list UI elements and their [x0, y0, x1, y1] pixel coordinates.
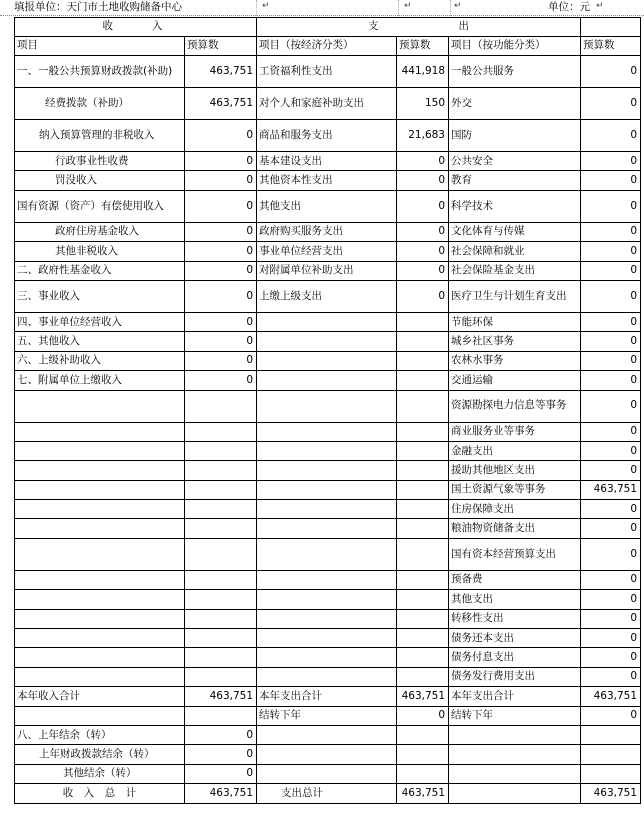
- section-header-row: [15, 18, 641, 37]
- budget-amount-cell: 0: [581, 88, 641, 120]
- section-expense-right: 出: [458, 20, 469, 33]
- item-cell: 其他支出: [257, 190, 397, 222]
- budget-amount-cell: [397, 461, 449, 480]
- item-cell: [15, 390, 185, 422]
- item-cell: [257, 371, 397, 390]
- budget-amount-cell: [185, 519, 257, 538]
- budget-amount-cell: [185, 538, 257, 570]
- budget-amount-cell: [581, 725, 641, 744]
- budget-amount-cell: [397, 648, 449, 667]
- item-cell: 债务发行费用支出: [449, 667, 581, 686]
- budget-amount-cell: 0: [185, 222, 257, 241]
- budget-amount-cell: 463,751: [397, 784, 449, 803]
- budget-amount-cell: 0: [581, 371, 641, 390]
- budget-amount-cell: 0: [185, 371, 257, 390]
- budget-amount-cell: [397, 351, 449, 370]
- budget-amount-cell: 0: [397, 242, 449, 261]
- item-cell: 六、上级补助收入: [15, 351, 185, 370]
- item-cell: 上缴上级支出: [257, 280, 397, 312]
- item-cell: 行政事业性收费: [15, 152, 185, 171]
- item-cell: [15, 590, 185, 609]
- budget-amount-cell: 0: [581, 609, 641, 628]
- column-header: 预算数: [581, 37, 641, 56]
- budget-amount-cell: [397, 725, 449, 744]
- section-empty-cell: [581, 18, 641, 37]
- item-cell: 其他结余（转）: [15, 764, 185, 783]
- item-cell: 商业服务业等事务: [449, 422, 581, 441]
- item-cell: [257, 609, 397, 628]
- item-cell: 金融支出: [449, 441, 581, 460]
- item-cell: 国土资源气象等事务: [449, 480, 581, 499]
- column-header: 项目（按功能分类）: [449, 37, 581, 56]
- item-cell: 债务付息支出: [449, 648, 581, 667]
- budget-amount-cell: [397, 590, 449, 609]
- item-cell: [15, 609, 185, 628]
- item-cell: 上年财政拨款结余（转）: [15, 745, 185, 764]
- budget-amount-cell: 150: [397, 88, 449, 120]
- budget-amount-cell: 0: [185, 190, 257, 222]
- item-cell: 一般公共服务: [449, 56, 581, 88]
- budget-amount-cell: 21,683: [397, 120, 449, 152]
- budget-amount-cell: 0: [581, 667, 641, 686]
- table-row: [15, 609, 641, 628]
- budget-amount-cell: 0: [185, 152, 257, 171]
- budget-amount-cell: 0: [581, 590, 641, 609]
- column-header: 项目: [15, 37, 185, 56]
- table-row: [15, 538, 641, 570]
- budget-amount-cell: 0: [581, 538, 641, 570]
- currency-unit: 单位：元: [548, 1, 590, 13]
- section-expense-left: 支: [368, 20, 379, 33]
- budget-amount-cell: [397, 390, 449, 422]
- table-row: [15, 351, 641, 370]
- table-row: [15, 764, 641, 783]
- budget-amount-cell: 0: [185, 745, 257, 764]
- budget-amount-cell: [185, 667, 257, 686]
- item-cell: [15, 500, 185, 519]
- table-row: [15, 390, 641, 422]
- budget-amount-cell: [397, 332, 449, 351]
- table-row: [15, 519, 641, 538]
- item-cell: 罚没收入: [15, 171, 185, 190]
- budget-amount-cell: 0: [185, 280, 257, 312]
- budget-amount-cell: [581, 745, 641, 764]
- item-cell: 事业单位经营支出: [257, 242, 397, 261]
- table-row: [15, 190, 641, 222]
- budget-amount-cell: 0: [185, 351, 257, 370]
- budget-amount-cell: [397, 500, 449, 519]
- item-cell: 文化体育与传媒: [449, 222, 581, 241]
- table-row: [15, 461, 641, 480]
- table-row: [15, 171, 641, 190]
- item-cell: [257, 745, 397, 764]
- item-cell: 外交: [449, 88, 581, 120]
- budget-amount-cell: 0: [581, 441, 641, 460]
- budget-amount-cell: 0: [581, 312, 641, 331]
- budget-amount-cell: 0: [397, 190, 449, 222]
- item-cell: 其他非税收入: [15, 242, 185, 261]
- item-cell: [15, 706, 185, 725]
- item-cell: 预备费: [449, 570, 581, 589]
- column-header: 预算数: [185, 37, 257, 56]
- item-cell: 政府购买服务支出: [257, 222, 397, 241]
- budget-table: [14, 17, 641, 804]
- table-row: [15, 648, 641, 667]
- table-row: [15, 222, 641, 241]
- budget-amount-cell: [185, 609, 257, 628]
- item-cell: 对个人和家庭补助支出: [257, 88, 397, 120]
- table-row: [15, 441, 641, 460]
- budget-amount-cell: 0: [581, 280, 641, 312]
- budget-amount-cell: 0: [581, 629, 641, 648]
- budget-amount-cell: [397, 538, 449, 570]
- item-cell: 债务还本支出: [449, 629, 581, 648]
- item-cell: 一、一般公共预算财政拨款(补助): [15, 56, 185, 88]
- table-row: [15, 706, 641, 725]
- item-cell: [257, 590, 397, 609]
- reporting-unit: 填报单位：天门市土地收购储备中心: [14, 1, 182, 13]
- budget-amount-cell: [185, 706, 257, 725]
- table-row: [15, 590, 641, 609]
- budget-amount-cell: 0: [185, 261, 257, 280]
- item-cell: [15, 667, 185, 686]
- item-cell: [449, 784, 581, 803]
- item-cell: [15, 480, 185, 499]
- item-cell: [449, 764, 581, 783]
- item-cell: 收 入 总 计: [15, 784, 185, 803]
- item-cell: [257, 390, 397, 422]
- item-cell: 二、政府性基金收入: [15, 261, 185, 280]
- table-row: [15, 152, 641, 171]
- budget-amount-cell: [397, 629, 449, 648]
- item-cell: [257, 332, 397, 351]
- table-row: [15, 500, 641, 519]
- budget-amount-cell: [397, 667, 449, 686]
- item-cell: [257, 422, 397, 441]
- table-row: [15, 242, 641, 261]
- table-row: [15, 88, 641, 120]
- budget-amount-cell: [397, 745, 449, 764]
- item-cell: 对附属单位补助支出: [257, 261, 397, 280]
- table-row: [15, 56, 641, 88]
- item-cell: [15, 441, 185, 460]
- item-cell: 国有资源（资产）有偿使用收入: [15, 190, 185, 222]
- item-cell: 四、事业单位经营收入: [15, 312, 185, 331]
- budget-amount-cell: [185, 441, 257, 460]
- table-row: [15, 120, 641, 152]
- budget-amount-cell: [397, 764, 449, 783]
- table-row: [15, 280, 641, 312]
- budget-amount-cell: [397, 422, 449, 441]
- column-header-row: [15, 37, 641, 56]
- budget-amount-cell: 0: [397, 222, 449, 241]
- item-cell: [15, 629, 185, 648]
- budget-amount-cell: 441,918: [397, 56, 449, 88]
- item-cell: [257, 519, 397, 538]
- item-cell: 农林水事务: [449, 351, 581, 370]
- table-row: [15, 480, 641, 499]
- budget-amount-cell: 463,751: [185, 88, 257, 120]
- budget-amount-cell: 0: [185, 764, 257, 783]
- budget-amount-cell: 0: [397, 171, 449, 190]
- item-cell: 国防: [449, 120, 581, 152]
- budget-amount-cell: [185, 648, 257, 667]
- item-cell: [257, 667, 397, 686]
- budget-amount-cell: [185, 422, 257, 441]
- item-cell: 国有资本经营预算支出: [449, 538, 581, 570]
- item-cell: [257, 629, 397, 648]
- budget-amount-cell: [397, 480, 449, 499]
- column-header: 项目（按经济分类）: [257, 37, 397, 56]
- budget-amount-cell: [397, 312, 449, 331]
- budget-amount-cell: 463,751: [581, 480, 641, 499]
- budget-amount-cell: 0: [397, 706, 449, 725]
- item-cell: [15, 570, 185, 589]
- budget-amount-cell: 0: [581, 190, 641, 222]
- budget-amount-cell: 0: [581, 152, 641, 171]
- budget-amount-cell: [185, 390, 257, 422]
- budget-amount-cell: 0: [581, 351, 641, 370]
- table-row: [15, 667, 641, 686]
- item-cell: 转移性支出: [449, 609, 581, 628]
- item-cell: [257, 725, 397, 744]
- budget-amount-cell: [397, 441, 449, 460]
- budget-amount-cell: [397, 609, 449, 628]
- item-cell: [257, 500, 397, 519]
- section-income: 收 入: [15, 18, 257, 37]
- item-cell: [257, 461, 397, 480]
- budget-amount-cell: 0: [581, 242, 641, 261]
- budget-amount-cell: 0: [581, 519, 641, 538]
- budget-amount-cell: 0: [185, 725, 257, 744]
- budget-amount-cell: 0: [185, 332, 257, 351]
- item-cell: 工资福利性支出: [257, 56, 397, 88]
- item-cell: 八、上年结余（转）: [15, 725, 185, 744]
- table-row: [15, 312, 641, 331]
- item-cell: 七、附属单位上缴收入: [15, 371, 185, 390]
- item-cell: 援助其他地区支出: [449, 461, 581, 480]
- item-cell: 基本建设支出: [257, 152, 397, 171]
- item-cell: [15, 461, 185, 480]
- table-row: [15, 629, 641, 648]
- item-cell: 社会保险基金支出: [449, 261, 581, 280]
- budget-amount-cell: 463,751: [581, 687, 641, 706]
- budget-amount-cell: 0: [581, 332, 641, 351]
- table-row: [15, 422, 641, 441]
- budget-amount-cell: 0: [581, 648, 641, 667]
- budget-amount-cell: 0: [581, 120, 641, 152]
- item-cell: [257, 312, 397, 331]
- table-row: [15, 725, 641, 744]
- budget-amount-cell: 0: [581, 171, 641, 190]
- item-cell: 交通运输: [449, 371, 581, 390]
- table-row: [15, 371, 641, 390]
- item-cell: 本年收入合计: [15, 687, 185, 706]
- budget-amount-cell: 463,751: [185, 784, 257, 803]
- item-cell: 资源勘探电力信息等事务: [449, 390, 581, 422]
- table-row: [15, 745, 641, 764]
- budget-amount-cell: [185, 629, 257, 648]
- table-row: [15, 687, 641, 706]
- item-cell: 经费拨款（补助）: [15, 88, 185, 120]
- item-cell: [257, 648, 397, 667]
- header-row: 填报单位：天门市土地收购储备中心 ↵ ↵ ↵ 单位：元 ↵: [0, 0, 644, 16]
- item-cell: 支出总计: [257, 784, 397, 803]
- item-cell: 粮油物资储备支出: [449, 519, 581, 538]
- budget-amount-cell: 0: [581, 390, 641, 422]
- budget-amount-cell: 463,751: [581, 784, 641, 803]
- item-cell: 本年支出合计: [257, 687, 397, 706]
- budget-amount-cell: 0: [185, 312, 257, 331]
- item-cell: 五、其他收入: [15, 332, 185, 351]
- item-cell: [449, 745, 581, 764]
- budget-amount-cell: 0: [397, 280, 449, 312]
- budget-amount-cell: [397, 519, 449, 538]
- item-cell: [257, 570, 397, 589]
- item-cell: 住房保障支出: [449, 500, 581, 519]
- item-cell: [15, 538, 185, 570]
- item-cell: 公共安全: [449, 152, 581, 171]
- item-cell: 其他资本性支出: [257, 171, 397, 190]
- budget-amount-cell: 0: [185, 120, 257, 152]
- item-cell: 政府住房基金收入: [15, 222, 185, 241]
- budget-amount-cell: [185, 500, 257, 519]
- item-cell: 商品和服务支出: [257, 120, 397, 152]
- budget-amount-cell: [185, 480, 257, 499]
- budget-amount-cell: 0: [581, 422, 641, 441]
- item-cell: [257, 441, 397, 460]
- budget-amount-cell: 0: [185, 242, 257, 261]
- budget-amount-cell: 0: [581, 261, 641, 280]
- section-expense: [257, 18, 581, 37]
- item-cell: [15, 422, 185, 441]
- budget-amount-cell: 463,751: [185, 56, 257, 88]
- item-cell: 本年支出合计: [449, 687, 581, 706]
- table-row: [15, 570, 641, 589]
- item-cell: [15, 519, 185, 538]
- item-cell: [257, 764, 397, 783]
- item-cell: 三、事业收入: [15, 280, 185, 312]
- budget-amount-cell: 0: [581, 706, 641, 725]
- table-row: [15, 261, 641, 280]
- item-cell: 教育: [449, 171, 581, 190]
- item-cell: 纳入预算管理的非税收入: [15, 120, 185, 152]
- budget-amount-cell: 0: [581, 461, 641, 480]
- budget-amount-cell: [185, 570, 257, 589]
- item-cell: [449, 725, 581, 744]
- budget-amount-cell: 0: [397, 152, 449, 171]
- item-cell: 节能环保: [449, 312, 581, 331]
- budget-amount-cell: 0: [581, 570, 641, 589]
- budget-amount-cell: 463,751: [397, 687, 449, 706]
- budget-amount-cell: 0: [581, 222, 641, 241]
- budget-amount-cell: 0: [581, 500, 641, 519]
- item-cell: 结转下年: [257, 706, 397, 725]
- column-header: 预算数: [397, 37, 449, 56]
- budget-amount-cell: [185, 461, 257, 480]
- item-cell: [257, 351, 397, 370]
- item-cell: 结转下年: [449, 706, 581, 725]
- item-cell: 城乡社区事务: [449, 332, 581, 351]
- budget-amount-cell: [397, 371, 449, 390]
- budget-amount-cell: [581, 764, 641, 783]
- item-cell: [257, 480, 397, 499]
- budget-amount-cell: 0: [185, 171, 257, 190]
- item-cell: [257, 538, 397, 570]
- item-cell: 科学技术: [449, 190, 581, 222]
- budget-amount-cell: [397, 570, 449, 589]
- item-cell: 社会保障和就业: [449, 242, 581, 261]
- item-cell: 医疗卫生与计划生育支出: [449, 280, 581, 312]
- item-cell: [15, 648, 185, 667]
- table-row: [15, 784, 641, 803]
- item-cell: 其他支出: [449, 590, 581, 609]
- budget-amount-cell: 0: [581, 56, 641, 88]
- budget-amount-cell: [185, 590, 257, 609]
- table-row: [15, 332, 641, 351]
- budget-amount-cell: 0: [397, 261, 449, 280]
- budget-amount-cell: 463,751: [185, 687, 257, 706]
